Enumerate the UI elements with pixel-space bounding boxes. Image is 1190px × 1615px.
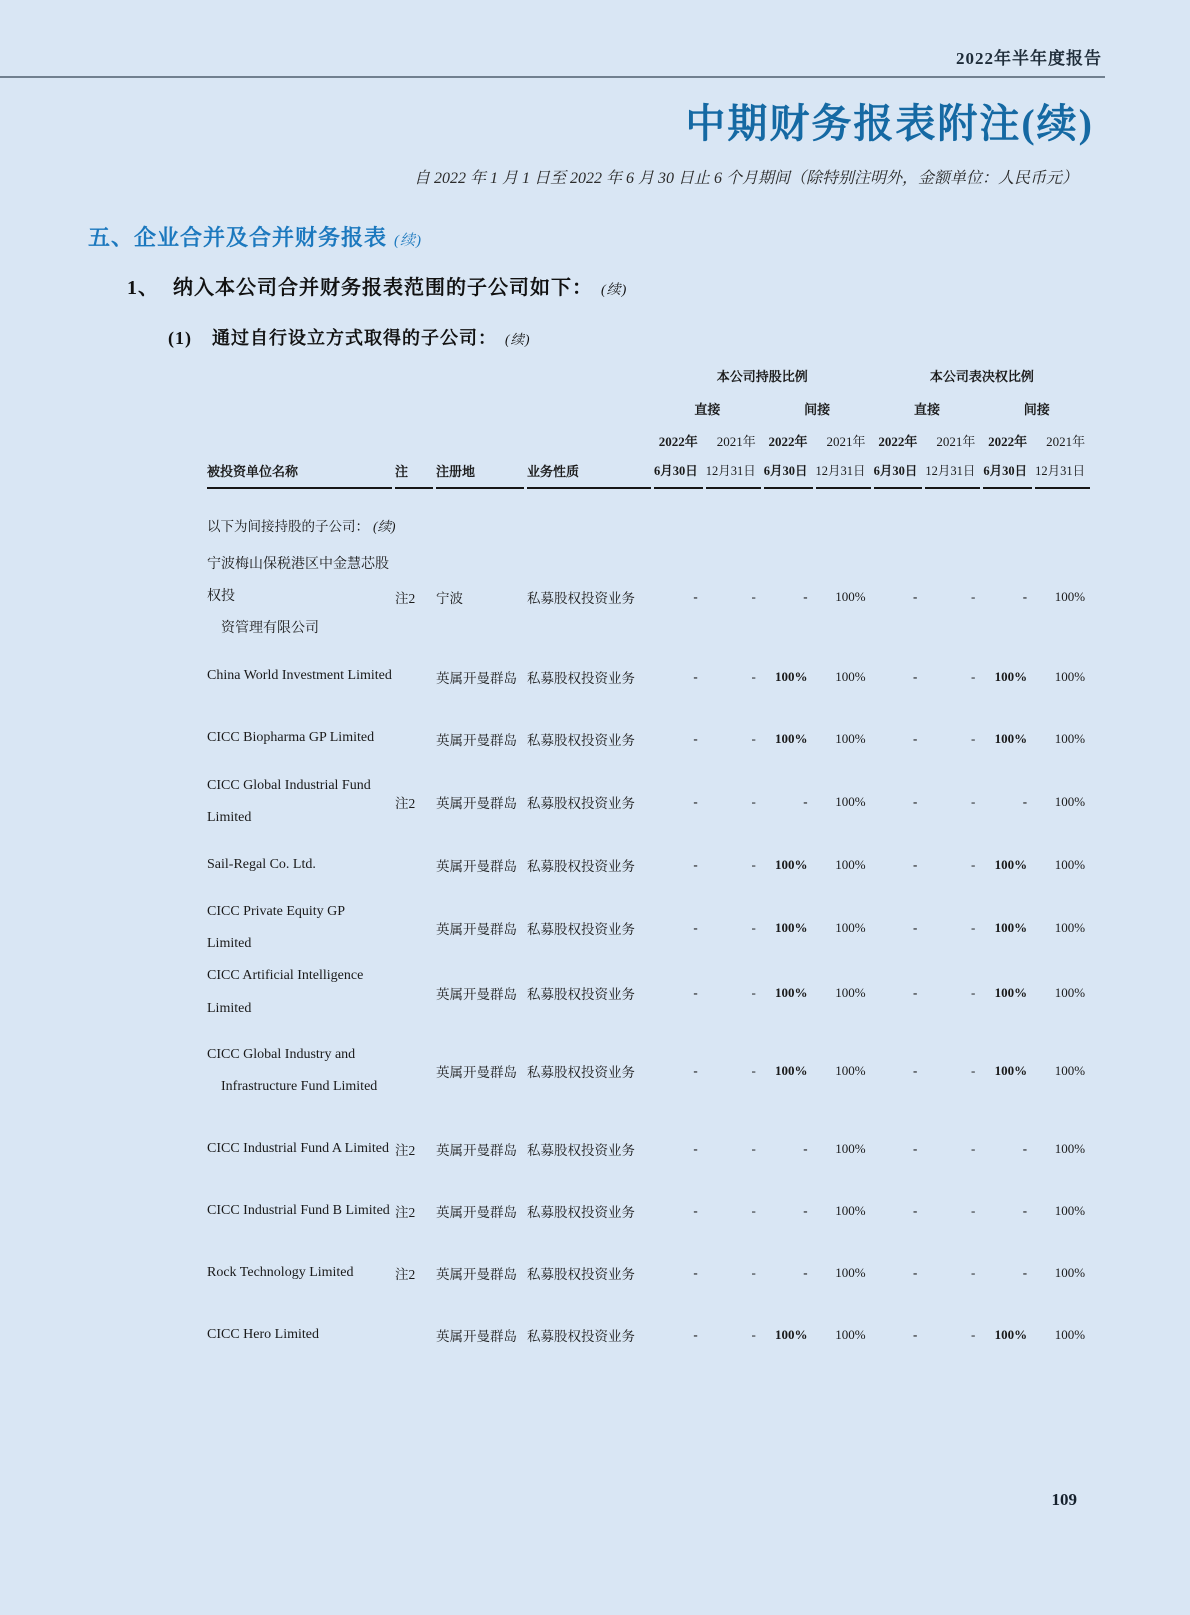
section1-text: 企业合并及合并财务报表 [134,225,388,250]
table-row [207,834,1090,896]
ratio-value: - [751,793,756,809]
ratio-value: 100% [835,730,866,746]
company-note [395,1025,433,1118]
company-name: Rock Technology Limited [207,1264,354,1280]
ratio-value: - [693,1140,698,1156]
ratio-value: 100% [1054,1264,1086,1280]
registered-place: 英属开曼群岛 [436,1142,517,1158]
indirect-subsidiaries-continued-mark: (续) [373,519,396,534]
ratio-value: 100% [835,589,866,605]
page-number: 109 [1051,1490,1077,1509]
page-header [0,0,1190,78]
ratio-value: 100% [775,856,808,872]
header-date-dec31: 12月31日 [816,465,871,489]
ratio-value: - [971,793,976,809]
ratio-value: - [1022,793,1028,809]
business-nature: 私募股权投资业务 [527,858,635,874]
header-year-2021: 2021年 [1046,434,1086,449]
ratio-value: 100% [994,1063,1028,1079]
table-row [207,1180,1090,1242]
section-heading-level1 [88,221,1190,252]
ratio-value: 100% [1054,1326,1086,1342]
ratio-value: - [971,730,976,746]
ratio-value: - [751,856,756,872]
company-note: 注2 [395,1266,416,1282]
ratio-value: - [693,589,698,605]
ratio-value: 100% [835,793,866,809]
ratio-value: - [751,1264,756,1280]
ratio-value: - [693,1063,698,1079]
ratio-value: - [803,589,808,605]
table-header-groups [207,370,1090,403]
ratio-value: - [803,1264,808,1280]
table-row [207,1118,1090,1180]
ratio-value: - [971,589,976,605]
ratio-value: - [693,668,698,684]
ratio-value: - [912,793,918,809]
header-divider [0,76,1105,78]
header-year-2022: 2022年 [988,434,1028,449]
company-note: 注2 [395,795,416,811]
table-row [207,1304,1090,1366]
ratio-value: 100% [1054,920,1086,936]
registered-place: 英属开曼群岛 [436,986,517,1002]
ratio-value: 100% [835,1264,866,1280]
company-name: CICC Industrial Fund B Limited [207,1202,390,1218]
ratio-value: - [912,668,918,684]
ratio-value: - [912,920,918,936]
ratio-value: 100% [775,1063,808,1079]
ratio-value: 100% [1054,589,1086,605]
ratio-value: - [693,1326,698,1342]
registered-place: 英属开曼群岛 [436,922,517,938]
header-note: 注 [395,465,433,489]
table-row [207,960,1090,1024]
company-note [395,960,433,1024]
table-row [207,1025,1090,1118]
ratio-value: - [751,1202,756,1218]
ratio-value: - [693,1264,698,1280]
header-date-dec31: 12月31日 [706,465,761,489]
business-nature: 私募股权投资业务 [527,1204,635,1220]
table-row [207,770,1090,834]
table-row [207,896,1090,960]
company-name: China World Investment Limited [207,668,392,684]
ratio-value: - [693,856,698,872]
ratio-value: 100% [835,856,866,872]
table-row [207,549,1090,646]
ratio-value: - [971,920,976,936]
ratio-value: 100% [835,1326,866,1342]
ratio-value: - [751,589,756,605]
ratio-value: - [912,1202,918,1218]
company-note [395,896,433,960]
ratio-value: - [693,1202,698,1218]
table-header-years [207,435,1090,465]
header-date-jun30: 6月30日 [764,465,813,489]
ratio-value: - [971,1326,976,1342]
company-name: Sail-Regal Co. Ltd. [207,856,316,872]
header-voting-ratio: 本公司表决权比例 [929,369,1034,384]
ratio-value: 100% [994,730,1028,746]
header-indirect: 间接 [1023,402,1050,417]
header-registered-place: 注册地 [436,465,524,489]
company-name: CICC Artificial Intelligence Limited [207,968,364,1016]
section1-label: 五、 [88,225,135,250]
section-heading-level2 [127,271,1190,300]
ratio-value: 100% [835,1202,866,1218]
business-nature: 私募股权投资业务 [527,795,635,811]
section2-text: 纳入本公司合并财务报表范围的子公司如下： [173,277,593,299]
section2-continued-mark: (续) [601,283,628,298]
ratio-value: 100% [1054,984,1086,1000]
registered-place: 英属开曼群岛 [436,858,517,874]
business-nature: 私募股权投资业务 [527,1142,635,1158]
ratio-value: - [912,1140,918,1156]
ratio-value: - [912,1063,918,1079]
ratio-value: 100% [775,920,808,936]
header-year-2022: 2022年 [658,434,698,449]
table-row [207,646,1090,708]
business-nature: 私募股权投资业务 [527,1065,635,1081]
document-subtitle: 自 2022 年 1 月 1 日至 2022 年 6 月 30 日止 6 个月期间（除特别注明外，金额单位：人民币元） [413,170,1078,187]
header-direct: 直接 [913,402,940,417]
section1-continued-mark: (续) [394,233,423,249]
ratio-value: - [971,1063,976,1079]
ratio-value: 100% [1054,1140,1086,1156]
ratio-value: - [1022,1140,1028,1156]
table-header-columns [207,465,1090,489]
section3-label: (1) [168,328,192,348]
ratio-value: 100% [994,984,1028,1000]
section3-continued-mark: (续) [505,332,531,347]
business-nature: 私募股权投资业务 [527,986,635,1002]
company-note: 注2 [395,1142,416,1158]
ratio-value: - [693,730,698,746]
company-name: 宁波梅山保税港区中金慧芯股权投 资管理有限公司 [207,557,389,637]
header-year-2021: 2021年 [936,434,976,449]
table-row [207,708,1090,770]
subsidiaries-table [204,370,1093,1366]
header-year-2021: 2021年 [716,434,756,449]
header-date-jun30: 6月30日 [874,465,923,489]
header-date-jun30: 6月30日 [983,465,1032,489]
company-note [395,708,433,770]
ratio-value: - [751,730,756,746]
header-date-dec31: 12月31日 [1035,465,1090,489]
ratio-value: 100% [835,668,866,684]
ratio-value: - [751,920,756,936]
ratio-value: - [751,1326,756,1342]
header-date-dec31: 12月31日 [925,465,980,489]
header-shareholding-ratio: 本公司持股比例 [716,369,808,384]
business-nature: 私募股权投资业务 [527,1266,635,1282]
registered-place: 英属开曼群岛 [436,1065,517,1081]
ratio-value: 100% [994,1326,1028,1342]
ratio-value: 100% [775,984,808,1000]
ratio-value: - [912,589,918,605]
company-note: 注2 [395,591,416,607]
header-year-2022: 2022年 [768,434,808,449]
ratio-value: - [912,1264,918,1280]
ratio-value: - [971,668,976,684]
ratio-value: - [971,1202,976,1218]
company-note [395,1304,433,1366]
ratio-value: 100% [1054,730,1086,746]
ratio-value: - [803,793,808,809]
document-title: 中期财务报表附注(续) [685,101,1094,146]
ratio-value: 100% [835,1063,866,1079]
header-date-jun30: 6月30日 [654,465,703,489]
section3-text: 通过自行设立方式取得的子公司： [212,328,497,348]
ratio-value: 100% [1054,668,1086,684]
registered-place: 英属开曼群岛 [436,732,517,748]
company-name: CICC Global Industry and Infrastructure Fund Limited [207,1047,378,1095]
business-nature: 私募股权投资业务 [527,732,635,748]
business-nature: 私募股权投资业务 [527,670,635,686]
ratio-value: - [751,984,756,1000]
indirect-subsidiaries-label: 以下为间接持股的子公司： [207,519,369,534]
table-section-label-row [207,489,1090,549]
ratio-value: 100% [1054,1063,1086,1079]
ratio-value: - [751,1140,756,1156]
section-heading-level3 [168,324,1190,350]
registered-place: 英属开曼群岛 [436,795,517,811]
ratio-value: 100% [835,920,866,936]
header-year-2022: 2022年 [878,434,918,449]
ratio-value: - [1022,1202,1028,1218]
business-nature: 私募股权投资业务 [527,591,635,607]
ratio-value: - [693,793,698,809]
ratio-value: - [912,1326,918,1342]
company-name: CICC Biopharma GP Limited [207,730,375,746]
table-header-direct-indirect [207,403,1090,435]
ratio-value: 100% [994,668,1028,684]
company-name: CICC Hero Limited [207,1326,319,1342]
business-nature: 私募股权投资业务 [527,1328,635,1344]
ratio-value: - [971,1140,976,1156]
ratio-value: - [751,668,756,684]
header-indirect: 间接 [804,402,831,417]
ratio-value: - [912,856,918,872]
ratio-value: - [693,920,698,936]
registered-place: 英属开曼群岛 [436,1266,517,1282]
ratio-value: 100% [1054,856,1086,872]
ratio-value: - [912,984,918,1000]
company-note [395,646,433,708]
ratio-value: - [803,1140,808,1156]
registered-place: 英属开曼群岛 [436,1204,517,1220]
ratio-value: - [1022,589,1028,605]
header-direct: 直接 [694,402,721,417]
ratio-value: 100% [835,984,866,1000]
company-note [395,834,433,896]
ratio-value: - [912,730,918,746]
registered-place: 英属开曼群岛 [436,670,517,686]
ratio-value: 100% [775,668,808,684]
registered-place: 宁波 [436,591,463,607]
ratio-value: 100% [1054,793,1086,809]
ratio-value: 100% [994,920,1028,936]
company-name: CICC Global Industrial Fund Limited [207,777,371,825]
ratio-value: - [751,1063,756,1079]
ratio-value: 100% [775,1326,808,1342]
ratio-value: 100% [994,856,1028,872]
business-nature: 私募股权投资业务 [527,922,635,938]
ratio-value: - [971,1264,976,1280]
ratio-value: - [693,984,698,1000]
section2-label: 1、 [127,277,159,299]
header-business-nature: 业务性质 [527,465,651,489]
ratio-value: 100% [835,1140,866,1156]
ratio-value: - [803,1202,808,1218]
company-note: 注2 [395,1204,416,1220]
company-name: CICC Private Equity GP Limited [207,903,345,952]
header-year-2021: 2021年 [826,434,866,449]
table-body [207,489,1090,1366]
ratio-value: - [971,984,976,1000]
header-investee-name: 被投资单位名称 [207,465,392,489]
table-row [207,1242,1090,1304]
ratio-value: 100% [775,730,808,746]
company-name: CICC Industrial Fund A Limited [207,1140,390,1156]
ratio-value: - [1022,1264,1028,1280]
ratio-value: - [971,856,976,872]
registered-place: 英属开曼群岛 [436,1328,517,1344]
ratio-value: 100% [1054,1202,1086,1218]
report-header-text: 2022年半年度报告 [956,49,1102,68]
